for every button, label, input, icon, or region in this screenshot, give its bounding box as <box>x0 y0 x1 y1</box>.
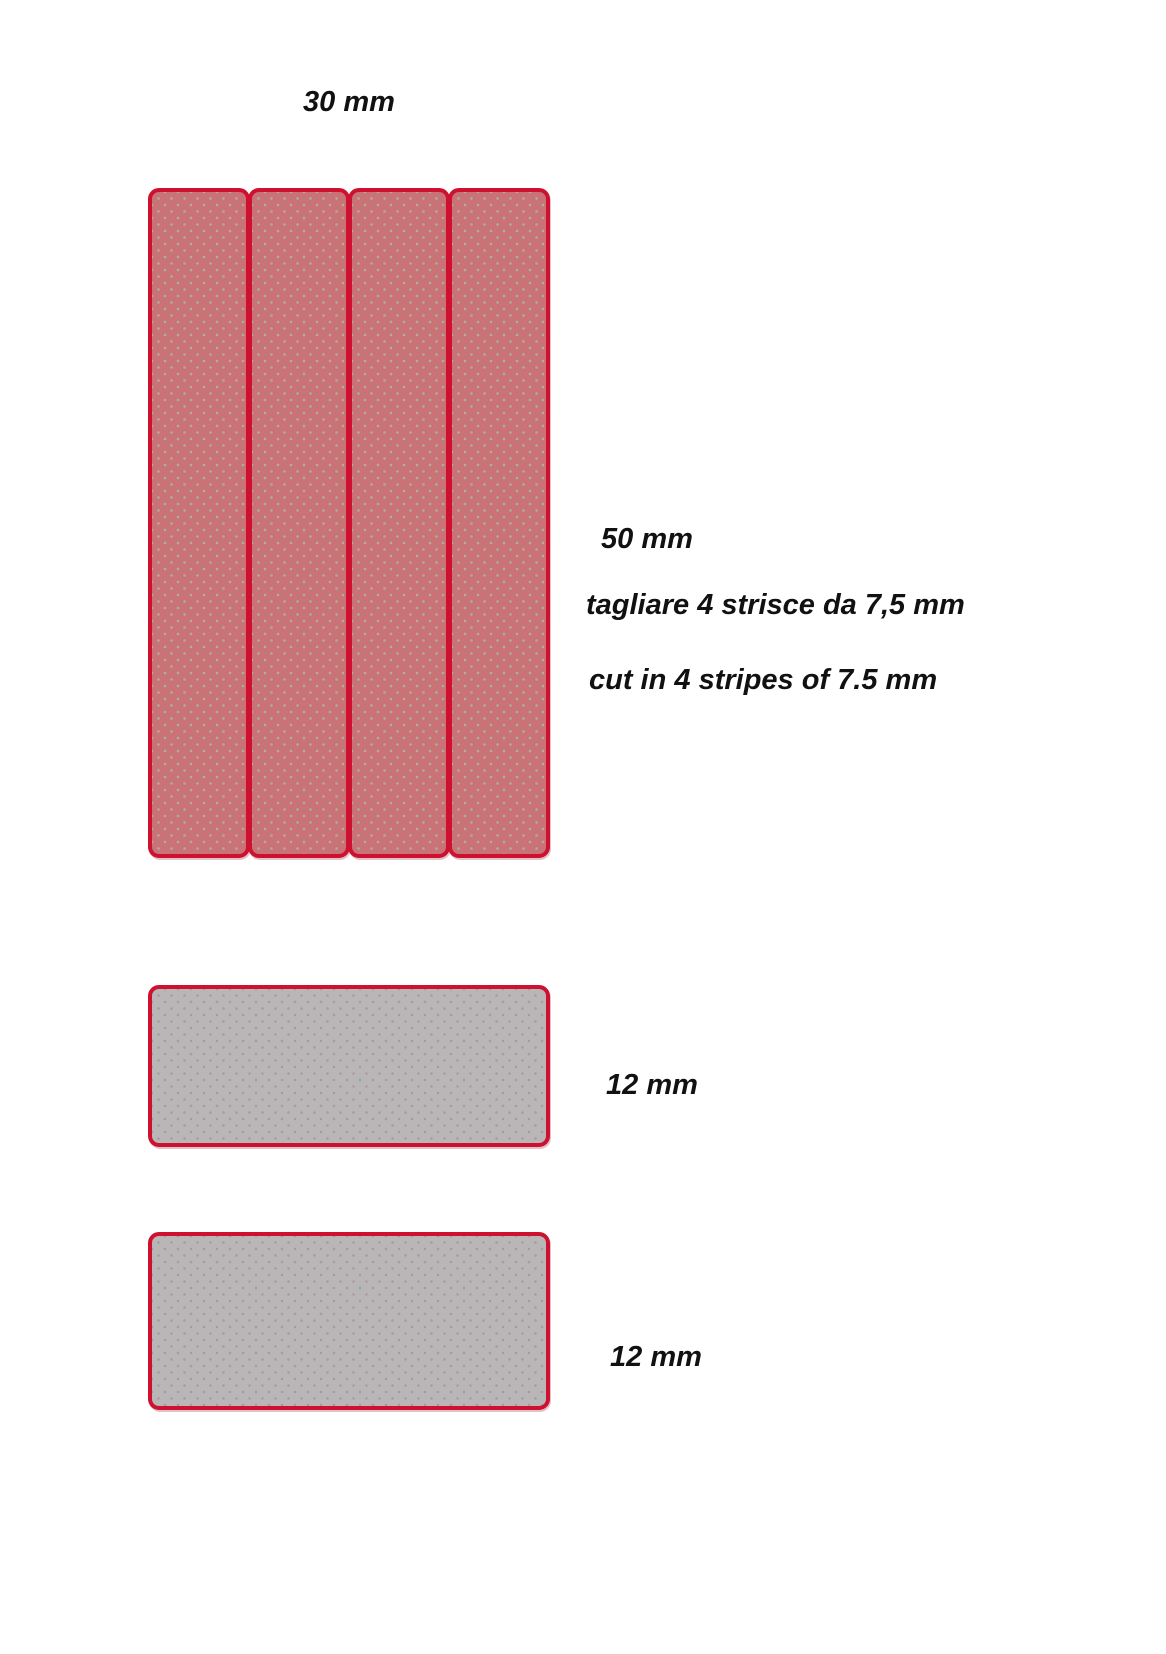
strip-4 <box>448 188 550 858</box>
strip-2 <box>248 188 350 858</box>
strip-sheet <box>148 188 550 858</box>
strip-1 <box>148 188 250 858</box>
strip-3 <box>348 188 450 858</box>
gray-piece-1 <box>148 985 550 1147</box>
piece1-height-label: 12 mm <box>606 1069 698 1101</box>
piece2-height-label: 12 mm <box>610 1341 702 1373</box>
instruction-italian: tagliare 4 strisce da 7,5 mm <box>586 589 965 621</box>
gray-piece-2 <box>148 1232 550 1410</box>
width-dimension-label: 30 mm <box>303 86 395 118</box>
instruction-english: cut in 4 stripes of 7.5 mm <box>589 664 938 696</box>
height-dimension-label: 50 mm <box>601 523 693 555</box>
